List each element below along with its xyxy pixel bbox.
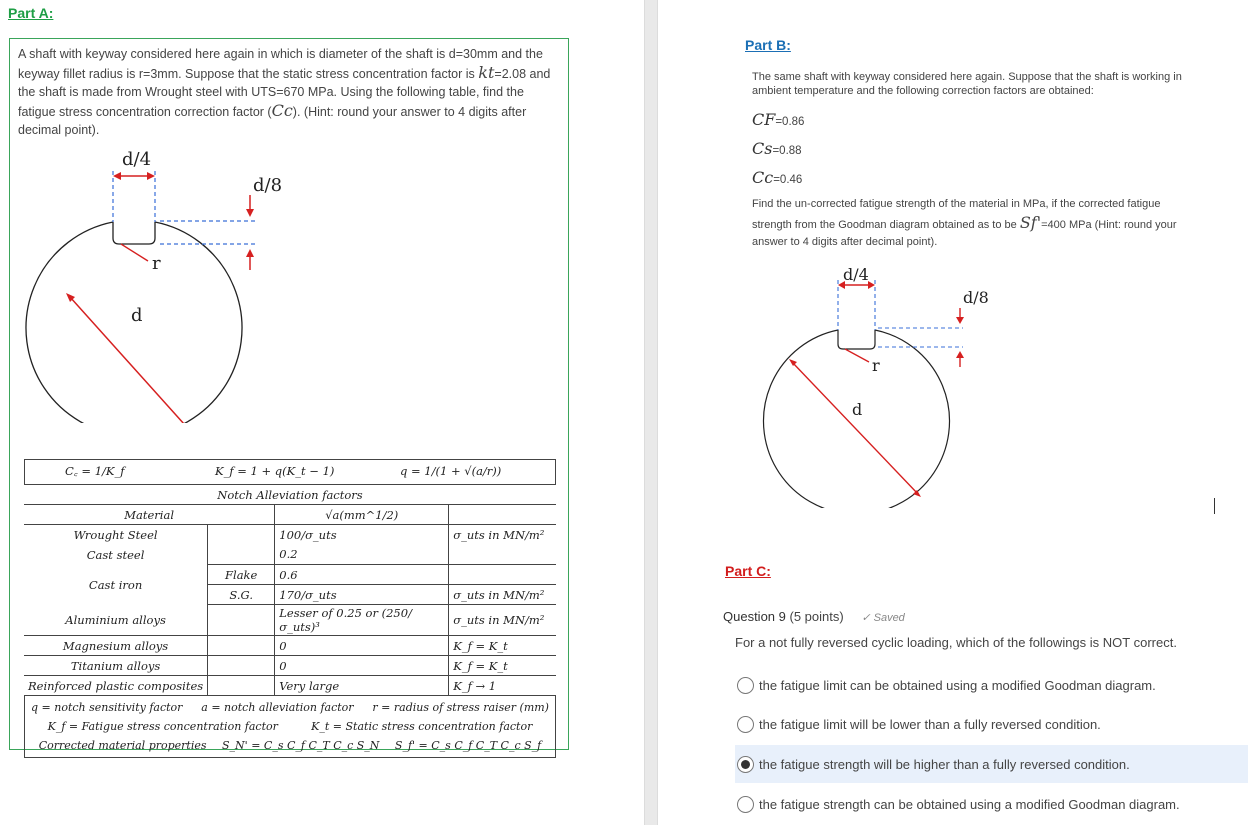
cell-note: K_f = K_t [449,636,556,656]
cell-sub: S.G. [208,585,275,605]
option-label[interactable]: the fatigue strength will be higher than a fully reversed condition. [759,756,1130,772]
keyway-outline [838,330,875,349]
formula-q: q = 1/(1 + √(a/r)) [400,464,502,478]
part-b-question-2: =400 MPa (Hint: round your answer to 4 digits after decimal point). [752,218,1177,248]
legend-sf: S_f' = C_s C_f C_T C_c S_f [394,739,542,752]
formula-row [24,459,556,484]
saved-status [861,612,904,624]
radio-button-selected[interactable] [737,756,754,773]
arrowhead [956,351,964,358]
cell-note: K_f = K_t [449,656,556,676]
formula-kf: K_f = 1 + q(K_t − 1) [215,464,335,478]
cell-value: 0.2 [275,545,449,565]
arrowhead [956,317,964,324]
cell-note: σ_uts in MN/m² [449,585,556,605]
arrowhead [913,490,921,497]
radio-dot-icon [741,760,750,769]
table-subtitle: Notch Alleviation factors [24,485,556,505]
cell-material: Aluminium alloys [24,605,208,636]
cell-material: Titanium alloys [24,656,208,676]
cell-value: Lesser of 0.25 or (250/σ_uts)³ [275,605,449,636]
factor-symbol: Cc [752,168,774,187]
arrowhead [246,249,254,257]
radius-pointer [845,349,869,362]
factor-value: =0.46 [773,174,803,186]
answer-option-4[interactable] [735,785,1248,823]
question-number: Question 9 [723,609,786,624]
cell-material: Cast steel [86,547,145,562]
cc-symbol: Cc [271,100,293,120]
legend-r: r = radius of stress raiser (mm) [372,701,549,714]
radio-button[interactable] [737,796,754,813]
table-legend [24,696,556,758]
cell-value: 0 [275,656,449,676]
col-header-sqrt-a: √a(mm^1/2) [275,505,449,525]
question-header [723,609,905,624]
part-a-panel [9,38,569,750]
label-d8: d/8 [963,288,989,307]
col-header-material: Material [24,505,275,525]
cell-sub [208,656,275,676]
legend-sn: S_N' = C_s C_f C_T C_c S_N [222,739,380,752]
part-b-question [752,196,1202,252]
cell-value: 100/σ_uts [275,525,449,545]
option-label[interactable]: the fatigue strength can be obtained using a modified Goodman diagram. [759,796,1180,812]
label-d: d [131,305,143,326]
cell-material: Reinforced plastic composites [24,676,208,696]
table-row [24,605,556,636]
radius-pointer [121,244,148,261]
part-b-question-1: Find the un-corrected fatigue strength of the material in MPa, if the corrected fatigue strength from the Goodman diagram obtained as to be [752,198,1161,231]
cell-material: Wrought Steel [73,527,158,542]
table-row [24,565,556,585]
part-a-text-3: ). (Hint: round your answer to 4 digits after decimal point). [18,104,527,137]
legend-corrected: Corrected material properties [38,739,207,752]
cell-sub [208,605,275,636]
cell-value: Very large [275,676,449,696]
formula-cc: C꜀ = 1/K_f [65,464,125,478]
factor-value: =0.86 [775,116,805,128]
answer-option-1[interactable] [735,666,1248,704]
answer-option-3[interactable] [735,745,1248,783]
factor-symbol: Cs [752,139,773,158]
cell-note: σ_uts in MN/m² [449,525,556,545]
arrowhead [789,359,797,366]
keyway-outline [113,222,155,244]
label-r: r [152,253,161,274]
radio-button[interactable] [737,716,754,733]
saved-label: Saved [873,612,905,624]
part-b-intro: The same shaft with keyway considered here again. Suppose that the shaft is working in ambient temperature and the following correction factors are obtained: [752,71,1182,97]
radio-button[interactable] [737,677,754,694]
legend-kt: K_t = Static stress concentration factor [311,720,533,733]
arrowhead [113,172,121,180]
option-label[interactable]: the fatigue limit will be lower than a fully reversed condition. [759,716,1101,732]
cell-note [449,545,556,565]
table-row [24,545,556,565]
cell-value: 170/σ_uts [275,585,449,605]
label-d4: d/4 [122,149,152,170]
kt-symbol: kt [478,62,495,82]
shaft-outline [764,330,950,508]
table-row [24,676,556,696]
answer-option-2[interactable] [735,705,1248,743]
notch-alleviation-table [24,459,556,758]
pane-divider[interactable] [644,0,658,825]
arrowhead [147,172,155,180]
shaft-keyway-figure-b [748,258,1008,508]
factor-value: =0.88 [772,145,802,157]
cell-sub [208,525,275,545]
cell-sub [208,545,275,565]
cell-value: 0.6 [275,565,449,585]
part-c-heading[interactable]: Part C: [725,563,771,579]
cell-sub: Flake [208,565,275,585]
legend-row [31,736,549,755]
factor-table-grid [24,484,556,696]
factor-cs [752,139,802,158]
legend-q: q = notch sensitivity factor [31,701,183,714]
part-a-text-2: =2.08 and the shaft is made from Wrought steel with UTS=670 MPa. Using the following table, find the fatigue stress concentration correction factor ( [18,66,551,119]
shaft-keyway-figure [10,143,310,423]
cell-sub [208,636,275,656]
check-icon: ✓ [861,612,871,624]
label-d4: d/4 [843,265,869,284]
cell-sub [208,676,275,696]
part-a-text-1: A shaft with keyway considered here again in which is diameter of the shaft is d=30mm and the keyway fillet radius is r=3mm. Suppose that the static stress concentration factor is [18,47,543,81]
label-d: d [852,400,863,419]
part-a-heading[interactable]: Part A: [8,5,54,21]
factor-symbol: CF [752,110,776,129]
sf-symbol: Sf' [1019,212,1042,232]
cell-note: σ_uts in MN/m² [449,605,556,636]
cell-note: K_f → 1 [449,676,556,696]
label-r: r [872,356,880,375]
right-pane [658,0,1260,825]
table-row [24,656,556,676]
factor-cc [752,168,802,187]
legend-kf: K_f = Fatigue stress concentration factor [47,720,278,733]
cell-note [449,565,556,585]
legend-row [31,698,549,717]
question-text: For a not fully reversed cyclic loading, which of the followings is NOT correct. [735,635,1177,650]
arrowhead [868,281,875,289]
label-d8: d/8 [253,175,283,196]
cell-material: Cast iron [88,577,143,592]
option-label[interactable]: the fatigue limit can be obtained using a modified Goodman diagram. [759,677,1156,693]
table-row [24,636,556,656]
cell-material: Magnesium alloys [24,636,208,656]
table-row [24,525,556,545]
cell-value: 0 [275,636,449,656]
part-b-heading[interactable]: Part B: [745,37,791,53]
arrowhead [246,209,254,217]
text-cursor [1214,498,1215,514]
diameter-line [792,362,918,494]
legend-a: a = notch alleviation factor [201,701,354,714]
question-points: (5 points) [789,609,844,624]
factor-cf [752,110,804,129]
legend-row [31,717,549,736]
col-header-note [449,505,556,525]
part-a-question [18,45,558,140]
